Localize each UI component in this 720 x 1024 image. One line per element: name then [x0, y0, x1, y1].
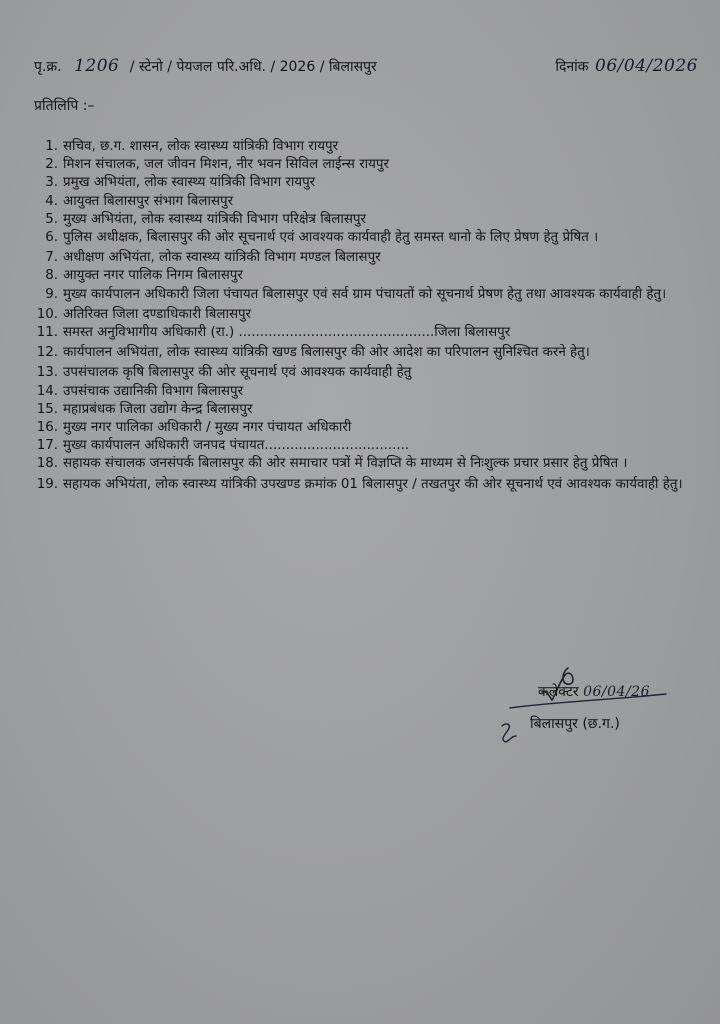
list-item-text: अधीक्षण अभियंता, लोक स्वास्थ्य यांत्रिकी विभाग मण्डल बिलासपुर: [63, 250, 381, 266]
list-item: [34, 324, 702, 342]
list-item-text: सहायक अभियंता, लोक स्वास्थ्य यांत्रिकी उपखण्ड क्रमांक 01 बिलासपुर / तखतपुर की ओर सूचनार्थ एवं आवश्यक कार्यवाही हेतु।: [63, 476, 683, 492]
list-item-number: 6.: [45, 230, 58, 246]
list-item-text: सहायक संचालक जनसंपर्क बिलासपुर की ओर समाचार पत्रों में विज्ञप्ति के माध्यम से निःशुल्क प्रचार प्रसार हेतु प्रेषित ।: [63, 456, 628, 472]
reference-prefix: पृ.क्र.: [34, 59, 62, 75]
list-item-text: महाप्रबंधक जिला उद्योग केन्द्र बिलासपुर: [63, 401, 253, 417]
list-item-number: 13.: [36, 365, 58, 381]
list-item-number: 4.: [45, 193, 58, 209]
signature-block: [490, 660, 690, 750]
signature-date: 06/04/26: [583, 684, 650, 700]
list-item-number: 1.: [45, 139, 58, 154]
list-item-number: 8.: [45, 268, 58, 284]
list-item: [34, 286, 702, 304]
list-item: [34, 455, 702, 473]
list-item-text: पुलिस अधीक्षक, बिलासपुर की ओर सूचनार्थ एवं आवश्यक कार्यवाही हेतु समस्त थानो के लिए प्रेषण हेतु प्रेषित ।: [63, 230, 599, 246]
list-item: [34, 193, 702, 211]
reference-number: 1206: [74, 56, 120, 76]
list-item-text: उपसंचालक कृषि बिलासपुर की ओर सूचनार्थ एवं आवश्यक कार्यवाही हेतु: [63, 365, 412, 381]
list-item-text: समस्त अनुविभागीय अधिकारी (रा.) ..............................................जिला बिलासपुर: [63, 325, 511, 341]
list-item-number: 10.: [36, 306, 58, 322]
list-item: [34, 138, 702, 156]
list-item-text: मिशन संचालक, जल जीवन मिशन, नीर भवन सिविल लाईन्स रायपुर: [63, 157, 389, 173]
list-item: [34, 156, 702, 174]
list-item-number: 14.: [36, 383, 58, 399]
list-item-number: 5.: [45, 211, 58, 227]
list-item: [34, 174, 702, 192]
list-item: [34, 211, 702, 229]
list-item-number: 11.: [36, 325, 58, 341]
list-item-text: कार्यपालन अभियंता, लोक स्वास्थ्य यांत्रिकी खण्ड बिलासपुर की ओर आदेश का परिपालन सुनिश्चित करने हेतु।: [63, 345, 590, 361]
list-item-number: 19.: [36, 476, 58, 492]
list-item-text: अतिरिक्त जिला दण्डाधिकारी बिलासपुर: [63, 306, 252, 322]
reference-path: / स्टेनो / पेयजल परि.अधि. / 2026 / बिलासपुर: [129, 59, 377, 75]
reference-line: [34, 56, 377, 76]
list-item-number: 3.: [45, 175, 58, 191]
list-item-number: 9.: [45, 286, 58, 302]
letter-header: [34, 56, 706, 80]
list-item-number: 15.: [36, 401, 58, 417]
copy-to-heading: प्रतिलिपि :–: [34, 98, 95, 114]
list-item: [34, 344, 702, 362]
list-item: [34, 229, 702, 247]
list-item-text: उपसंचाक उद्यानिकी विभाग बिलासपुर: [63, 383, 244, 399]
list-item-text: मुख्य कार्यपालन अधिकारी जिला पंचायत बिलासपुर एवं सर्व ग्राम पंचायतों को सूचनार्थ प्रेषण हेतु तथा आवश्यक कार्यवाही हेतु।: [63, 286, 667, 302]
list-item-number: 2.: [45, 157, 58, 173]
list-item-number: 17.: [36, 438, 58, 454]
list-item-number: 12.: [36, 345, 58, 361]
list-item: [34, 419, 702, 437]
list-item-number: 16.: [36, 420, 58, 436]
list-item: [34, 249, 702, 267]
list-item: [34, 437, 702, 455]
list-item: [34, 267, 702, 285]
list-item: [34, 306, 702, 324]
list-item-text: सचिव, छ.ग. शासन, लोक स्वास्थ्य यांत्रिकी विभाग रायपुर: [63, 139, 339, 154]
list-item: [34, 401, 702, 419]
date-line: [555, 56, 698, 76]
signatory-place: बिलासपुर (छ.ग.): [530, 716, 620, 732]
list-item-text: मुख्य नगर पालिका अधिकारी / मुख्य नगर पंचायत अधिकारी: [63, 420, 352, 436]
recipient-list: [34, 138, 702, 496]
date-label: दिनांक: [555, 59, 589, 75]
list-item-text: मुख्य कार्यपालन अधिकारी जनपद पंचायत..................................: [63, 438, 410, 454]
date-value: 06/04/2026: [595, 56, 698, 76]
list-item-text: आयुक्त बिलासपुर संभाग बिलासपुर: [63, 193, 234, 209]
list-item-text: प्रमुख अभियंता, लोक स्वास्थ्य यांत्रिकी विभाग रायपुर: [63, 175, 316, 191]
list-item: [34, 476, 702, 494]
list-item-number: 7.: [45, 250, 58, 266]
list-item-text: आयुक्त नगर पालिक निगम बिलासपुर: [63, 268, 243, 284]
list-item-text: मुख्य अभियंता, लोक स्वास्थ्य यांत्रिकी विभाग परिक्षेत्र बिलासपुर: [63, 211, 366, 227]
list-item: [34, 383, 702, 401]
signatory-designation-line: [538, 682, 650, 701]
list-item-number: 18.: [36, 456, 58, 472]
signatory-designation: कलेक्टर: [538, 684, 579, 700]
list-item: [34, 364, 702, 382]
signature-scribble: [490, 660, 690, 750]
